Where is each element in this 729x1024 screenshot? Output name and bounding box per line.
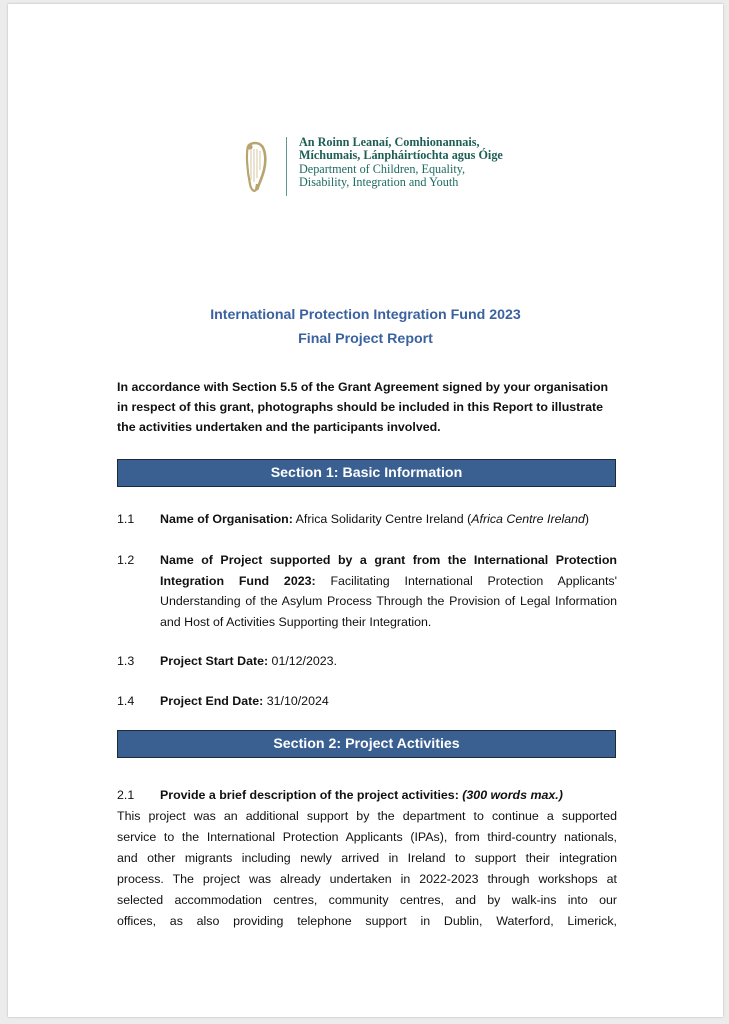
item-value-italic: Africa Centre Ireland xyxy=(471,512,585,526)
item-label: Project End Date: xyxy=(160,694,264,708)
item-number: 1.3 xyxy=(117,654,135,668)
item-label: Name of Project supported by a grant from the International Protection Integration Fund 2023: xyxy=(160,553,617,588)
description-line: and other migrants including newly arrived in Ireland to support their integration xyxy=(117,851,617,865)
description-line: selected accommodation centres, community centres, and by walk-ins into our xyxy=(117,893,617,907)
description-line: offices, as also providing telephone support in Dublin, Waterford, Limerick, xyxy=(117,914,617,928)
item-value-end: ) xyxy=(584,512,590,526)
description-line: This project was an additional support by the department to continue a supported xyxy=(117,809,617,823)
document-page xyxy=(8,4,723,1017)
description-line: service to the International Protection Applicants (IPAs), from third-country nationals, xyxy=(117,830,617,844)
harp-icon xyxy=(244,140,268,194)
project-description xyxy=(117,806,617,932)
item-1-1 xyxy=(117,509,617,530)
document-title: International Protection Integration Fund 2023 xyxy=(210,307,521,323)
document-subtitle: Final Project Report xyxy=(298,331,433,347)
item-label: Provide a brief description of the project activities: xyxy=(160,788,459,802)
item-label: Project Start Date: xyxy=(160,654,269,668)
item-number: 1.2 xyxy=(117,553,135,567)
item-value: 01/12/2023. xyxy=(268,654,338,668)
item-2-1 xyxy=(117,785,617,806)
item-number: 1.1 xyxy=(117,512,135,526)
item-value: Facilitating International Protection Applicants' Understanding of the Asylum Process Through the Provision of Legal Information and Host of Activities Supporting their Integration. xyxy=(160,573,617,629)
department-name-english-line1: Department of Children, Equality, xyxy=(299,161,466,176)
logo-divider xyxy=(286,137,287,196)
intro-paragraph: In accordance with Section 5.5 of the Grant Agreement signed by your organisation in respect of this grant, photographs should be included in this Report to illustrate the activities undertaken and the participants involved. xyxy=(117,380,609,434)
item-1-3 xyxy=(117,651,617,672)
item-number: 2.1 xyxy=(117,788,135,802)
item-value: Africa Solidarity Centre Ireland ( xyxy=(292,512,472,526)
description-line: process. The project was already undertaken in 2022-2023 through workshops at xyxy=(117,872,617,886)
item-label: Name of Organisation: xyxy=(160,512,293,526)
department-name-english-line2: Disability, Integration and Youth xyxy=(299,174,459,189)
department-name-irish-line2: Míchumais, Lánpháirtíochta agus Óige xyxy=(299,148,503,163)
department-name xyxy=(299,136,503,189)
item-label-italic: (300 words max.) xyxy=(462,788,563,802)
item-1-2 xyxy=(117,550,617,632)
item-number: 1.4 xyxy=(117,694,135,708)
department-logo xyxy=(236,136,536,198)
item-1-4 xyxy=(117,691,617,712)
section-2-header: Section 2: Project Activities xyxy=(117,730,616,758)
department-name-irish-line1: An Roinn Leanaí, Comhionannais, xyxy=(299,135,480,149)
item-value: 31/10/2024 xyxy=(263,694,329,708)
section-1-header: Section 1: Basic Information xyxy=(117,459,616,487)
